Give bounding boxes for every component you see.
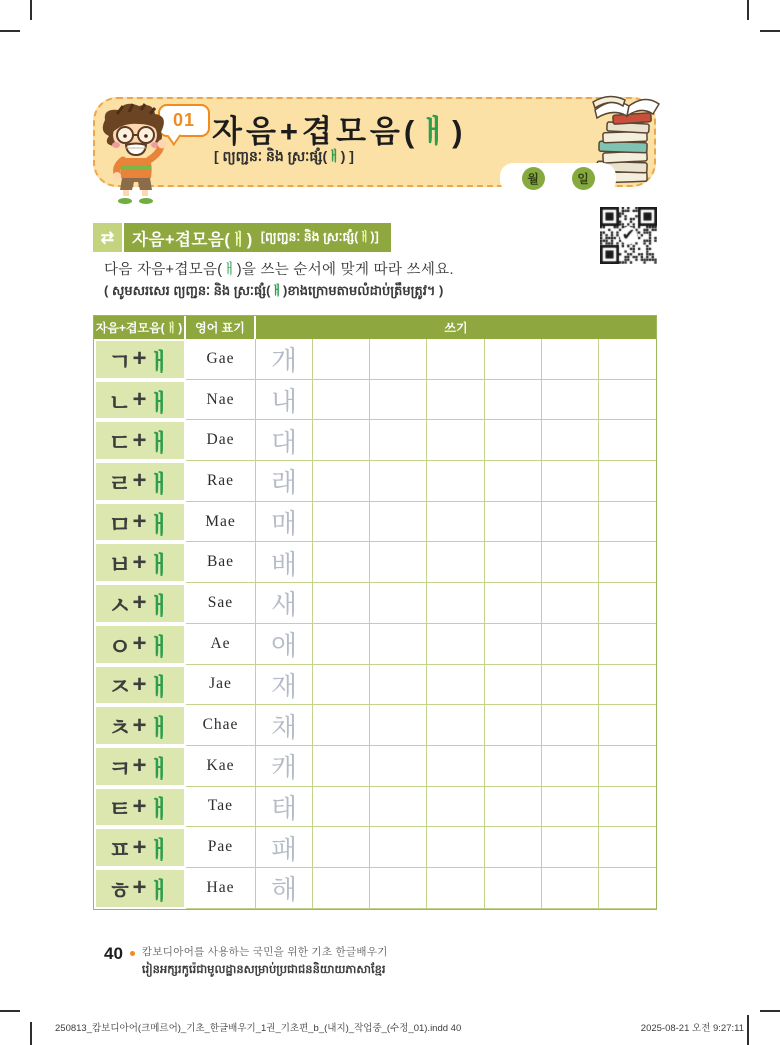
trace-char: 배 [271, 549, 298, 580]
practice-cell[interactable] [313, 380, 370, 421]
syllable-vowel: ㅐ [147, 633, 172, 661]
trace-char: 래 [271, 468, 298, 499]
practice-cell[interactable] [370, 583, 427, 624]
practice-cell[interactable] [370, 665, 427, 706]
syllable-consonant: ㅂ [108, 552, 133, 580]
footer-korean-text: 캄보디아어를 사용하는 국민을 위한 기초 한글배우기 [141, 946, 388, 958]
practice-cell[interactable] [599, 502, 656, 543]
trace-practice-cell[interactable] [256, 542, 313, 583]
table-row [94, 583, 656, 624]
practice-cell[interactable] [485, 542, 542, 583]
practice-cell[interactable] [485, 583, 542, 624]
practice-cell[interactable] [427, 868, 484, 909]
trace-char: 해 [271, 875, 298, 906]
practice-cell[interactable] [599, 461, 656, 502]
syllable-cell [94, 827, 186, 868]
practice-cell[interactable] [599, 868, 656, 909]
english-label: Sae [207, 593, 234, 611]
syllable-vowel: ㅐ [147, 348, 172, 376]
table-row [94, 339, 656, 380]
footer-bullet-icon [130, 951, 135, 956]
english-cell [186, 583, 256, 624]
syllable-cell [94, 339, 186, 380]
syllable-cell [94, 380, 186, 421]
english-label: Pae [207, 838, 234, 856]
syllable-plus: + [132, 467, 148, 495]
practice-cell[interactable] [427, 583, 484, 624]
practice-cell[interactable] [370, 705, 427, 746]
practice-cell[interactable] [370, 624, 427, 665]
section-title-khmer: [ព្យញ្ជនៈ និង ស្រៈផ្សំ(ㅐ)] [260, 230, 379, 244]
trace-char: 패 [271, 834, 298, 865]
section-arrows-icon: ⇄ [93, 223, 122, 252]
syllable-plus: + [132, 508, 148, 536]
table-row [94, 502, 656, 543]
syllable-vowel: ㅐ [147, 552, 172, 580]
syllable-cell [94, 787, 186, 828]
syllable-vowel: ㅐ [147, 877, 172, 905]
trace-char: 채 [271, 712, 298, 743]
practice-table [93, 315, 657, 910]
practice-cell[interactable] [542, 827, 599, 868]
practice-cell[interactable] [485, 420, 542, 461]
practice-cell[interactable] [427, 380, 484, 421]
english-cell [186, 665, 256, 706]
english-label: Tae [207, 797, 234, 815]
trace-char: 대 [271, 427, 298, 458]
english-label: Nae [206, 390, 235, 408]
day-badge: 일 [572, 167, 595, 190]
qr-code [600, 207, 657, 264]
english-cell [186, 746, 256, 787]
english-label: Chae [202, 716, 239, 734]
syllable-cell [94, 542, 186, 583]
syllable-plus: + [132, 874, 148, 902]
syllable-vowel: ㅐ [147, 592, 172, 620]
practice-cell[interactable] [313, 420, 370, 461]
english-cell [186, 624, 256, 665]
practice-cell[interactable] [485, 380, 542, 421]
english-label: Mae [205, 512, 236, 530]
syllable-consonant: ㅎ [108, 877, 133, 905]
practice-cell[interactable] [599, 705, 656, 746]
crop-mark-bottom-left-v [30, 1022, 32, 1045]
table-row [94, 868, 656, 909]
syllable-cell [94, 705, 186, 746]
practice-cell[interactable] [599, 380, 656, 421]
practice-cell[interactable] [485, 624, 542, 665]
table-row [94, 827, 656, 868]
practice-cell[interactable] [485, 746, 542, 787]
practice-cell[interactable] [599, 339, 656, 380]
practice-cell[interactable] [542, 420, 599, 461]
syllable-consonant: ㄱ [108, 348, 133, 376]
syllable-plus: + [132, 833, 148, 861]
table-row [94, 787, 656, 828]
practice-cell[interactable] [427, 461, 484, 502]
instruction-korean: 다음 자음+겹모음(ㅐ)을 쓰는 순서에 맞게 따라 쓰세요. [104, 262, 454, 278]
syllable-vowel: ㅐ [147, 511, 172, 539]
practice-cell[interactable] [427, 665, 484, 706]
syllable-consonant: ㅇ [108, 633, 133, 661]
practice-cell[interactable] [485, 502, 542, 543]
page-footer [104, 944, 388, 979]
date-badges-panel [500, 163, 616, 193]
syllable-plus: + [132, 792, 148, 820]
english-label: Kae [206, 756, 235, 774]
practice-cell[interactable] [542, 868, 599, 909]
cartoon-boy-illustration [95, 102, 177, 204]
practice-cell[interactable] [599, 542, 656, 583]
syllable-vowel: ㅐ [147, 674, 172, 702]
section-title-bar [124, 223, 391, 252]
syllable-plus: + [132, 752, 148, 780]
section-heading [93, 223, 391, 252]
trace-char: 태 [271, 793, 298, 824]
trace-practice-cell[interactable] [256, 583, 313, 624]
practice-cell[interactable] [599, 665, 656, 706]
practice-cell[interactable] [427, 624, 484, 665]
table-row [94, 665, 656, 706]
syllable-vowel: ㅐ [147, 715, 172, 743]
syllable-consonant: ㄴ [108, 389, 133, 417]
english-cell [186, 868, 256, 909]
crop-mark-top-left-v [30, 0, 32, 20]
practice-cell[interactable] [542, 542, 599, 583]
table-row [94, 420, 656, 461]
practice-cell[interactable] [427, 787, 484, 828]
practice-cell[interactable] [599, 420, 656, 461]
table-row [94, 705, 656, 746]
practice-cell[interactable] [599, 746, 656, 787]
practice-cell[interactable] [313, 746, 370, 787]
syllable-consonant: ㄷ [108, 430, 133, 458]
table-row [94, 542, 656, 583]
syllable-cell [94, 420, 186, 461]
english-label: Ae [210, 634, 231, 652]
trace-char: 새 [271, 590, 298, 621]
instruction-khmer: ( សូមសរសេរ ព្យញ្ជនៈ និង ស្រៈផ្សំ(ㅐ)ខាងក្រោមតាមលំដាប់ត្រឹមត្រូវ។ ) [104, 283, 444, 298]
syllable-plus: + [132, 345, 148, 373]
english-cell [186, 502, 256, 543]
syllable-cell [94, 665, 186, 706]
trace-practice-cell[interactable] [256, 746, 313, 787]
practice-cell[interactable] [370, 746, 427, 787]
english-label: Hae [206, 878, 235, 896]
table-row [94, 461, 656, 502]
syllable-consonant: ㄹ [108, 470, 133, 498]
practice-cell[interactable] [542, 665, 599, 706]
trace-practice-cell[interactable] [256, 624, 313, 665]
crop-mark-top-left-h [0, 30, 20, 32]
table-body [94, 339, 656, 909]
page-number: 40 [104, 944, 123, 963]
practice-cell[interactable] [313, 502, 370, 543]
trace-practice-cell[interactable] [256, 705, 313, 746]
crop-mark-bottom-right-h [760, 1010, 780, 1012]
english-label: Bae [206, 553, 235, 571]
syllable-consonant: ㅌ [108, 796, 133, 824]
practice-cell[interactable] [370, 827, 427, 868]
trace-practice-cell[interactable] [256, 502, 313, 543]
practice-cell[interactable] [542, 380, 599, 421]
syllable-cell [94, 502, 186, 543]
table-row [94, 624, 656, 665]
crop-mark-top-right-h [760, 30, 780, 32]
practice-cell[interactable] [427, 502, 484, 543]
crop-mark-bottom-right-v [747, 1015, 749, 1045]
practice-cell[interactable] [370, 542, 427, 583]
table-row [94, 380, 656, 421]
syllable-consonant: ㅋ [108, 755, 133, 783]
syllable-cell [94, 583, 186, 624]
trace-practice-cell[interactable] [256, 665, 313, 706]
practice-cell[interactable] [542, 624, 599, 665]
trace-practice-cell[interactable] [256, 868, 313, 909]
syllable-vowel: ㅐ [147, 755, 172, 783]
trace-practice-cell[interactable] [256, 339, 313, 380]
practice-cell[interactable] [485, 705, 542, 746]
syllable-plus: + [132, 630, 148, 658]
header-english-column: 영어 표기 [186, 316, 256, 339]
trace-practice-cell[interactable] [256, 461, 313, 502]
syllable-vowel: ㅐ [147, 430, 172, 458]
english-cell [186, 461, 256, 502]
trace-char: 애 [271, 631, 298, 662]
english-cell [186, 380, 256, 421]
syllable-consonant: ㅊ [108, 715, 133, 743]
trace-char: 재 [271, 671, 298, 702]
trace-practice-cell[interactable] [256, 787, 313, 828]
syllable-vowel: ㅐ [147, 796, 172, 824]
syllable-plus: + [132, 670, 148, 698]
practice-cell[interactable] [313, 583, 370, 624]
syllable-cell [94, 868, 186, 909]
english-cell [186, 705, 256, 746]
syllable-consonant: ㅈ [108, 674, 133, 702]
trace-char: 개 [271, 346, 298, 377]
practice-cell[interactable] [427, 339, 484, 380]
syllable-consonant: ㅍ [108, 837, 133, 865]
practice-cell[interactable] [370, 787, 427, 828]
practice-cell[interactable] [599, 787, 656, 828]
practice-cell[interactable] [485, 827, 542, 868]
practice-cell[interactable] [542, 787, 599, 828]
practice-cell[interactable] [599, 624, 656, 665]
syllable-plus: + [132, 711, 148, 739]
english-cell [186, 339, 256, 380]
syllable-consonant: ㅅ [108, 592, 133, 620]
print-timestamp: 2025-08-21 오전 9:27:11 [640, 1023, 744, 1034]
practice-cell[interactable] [370, 502, 427, 543]
crop-mark-bottom-left-h [0, 1010, 20, 1012]
practice-cell[interactable] [542, 502, 599, 543]
trace-char: 내 [271, 387, 298, 418]
practice-cell[interactable] [313, 665, 370, 706]
syllable-plus: + [132, 426, 148, 454]
practice-cell[interactable] [599, 583, 656, 624]
practice-cell[interactable] [485, 461, 542, 502]
practice-cell[interactable] [427, 705, 484, 746]
practice-cell[interactable] [542, 583, 599, 624]
english-cell [186, 827, 256, 868]
practice-cell[interactable] [427, 420, 484, 461]
practice-cell[interactable] [313, 705, 370, 746]
english-cell [186, 420, 256, 461]
header-writing-column: 쓰기 [444, 321, 468, 335]
practice-cell[interactable] [370, 420, 427, 461]
practice-cell[interactable] [313, 542, 370, 583]
trace-char: 캐 [271, 753, 298, 784]
practice-cell[interactable] [313, 461, 370, 502]
english-label: Gae [206, 349, 235, 367]
syllable-plus: + [132, 548, 148, 576]
trace-practice-cell[interactable] [256, 827, 313, 868]
syllable-cell [94, 746, 186, 787]
practice-cell[interactable] [370, 868, 427, 909]
practice-cell[interactable] [313, 827, 370, 868]
practice-cell[interactable] [485, 339, 542, 380]
english-label: Rae [206, 471, 235, 489]
practice-cell[interactable] [427, 542, 484, 583]
practice-cell[interactable] [599, 827, 656, 868]
syllable-cell [94, 461, 186, 502]
print-file-info: 250813_캄보디아어(크메르어)_기초_한글배우기_1권_기초편_b_(내지)_작업중_(수정_01).indd 40 [55, 1023, 462, 1034]
syllable-vowel: ㅐ [147, 389, 172, 417]
practice-cell[interactable] [542, 746, 599, 787]
practice-cell[interactable] [427, 746, 484, 787]
practice-cell[interactable] [313, 787, 370, 828]
syllable-vowel: ㅐ [147, 837, 172, 865]
practice-cell[interactable] [313, 868, 370, 909]
page-subtitle-khmer: [ ព្យញ្ជនៈ និង ស្រៈផ្សំ(ㅐ) ] [214, 148, 354, 164]
english-cell [186, 787, 256, 828]
practice-cell[interactable] [542, 705, 599, 746]
practice-cell[interactable] [485, 665, 542, 706]
footer-khmer-text: រៀនអក្សរកូរ៉េជាមូលដ្ឋានសម្រាប់ប្រជាជននិយាយភាសាខ្មែរ [141, 964, 386, 976]
practice-cell[interactable] [370, 461, 427, 502]
practice-cell[interactable] [427, 827, 484, 868]
practice-cell[interactable] [370, 380, 427, 421]
crop-mark-top-right-v [747, 0, 749, 20]
practice-cell[interactable] [370, 339, 427, 380]
practice-cell[interactable] [542, 339, 599, 380]
syllable-vowel: ㅐ [147, 470, 172, 498]
trace-practice-cell[interactable] [256, 380, 313, 421]
syllable-plus: + [132, 386, 148, 414]
practice-cell[interactable] [485, 868, 542, 909]
table-header-row [94, 316, 656, 339]
month-badge: 월 [522, 167, 545, 190]
practice-cell[interactable] [313, 339, 370, 380]
english-cell [186, 542, 256, 583]
practice-cell[interactable] [313, 624, 370, 665]
syllable-plus: + [132, 589, 148, 617]
table-row [94, 746, 656, 787]
lesson-number: 01 [172, 110, 196, 130]
practice-cell[interactable] [542, 461, 599, 502]
trace-char: 매 [271, 509, 298, 540]
english-label: Dae [206, 431, 235, 449]
page-title: 자음+겹모음(ㅐ) [212, 114, 467, 149]
trace-practice-cell[interactable] [256, 420, 313, 461]
english-label: Jae [209, 675, 232, 693]
syllable-consonant: ㅁ [108, 511, 133, 539]
section-title-korean: 자음+겹모음(ㅐ) [132, 230, 253, 249]
header-syllable-column: 자음+겹모음( ㅐ ) [94, 316, 186, 339]
practice-cell[interactable] [485, 787, 542, 828]
syllable-cell [94, 624, 186, 665]
